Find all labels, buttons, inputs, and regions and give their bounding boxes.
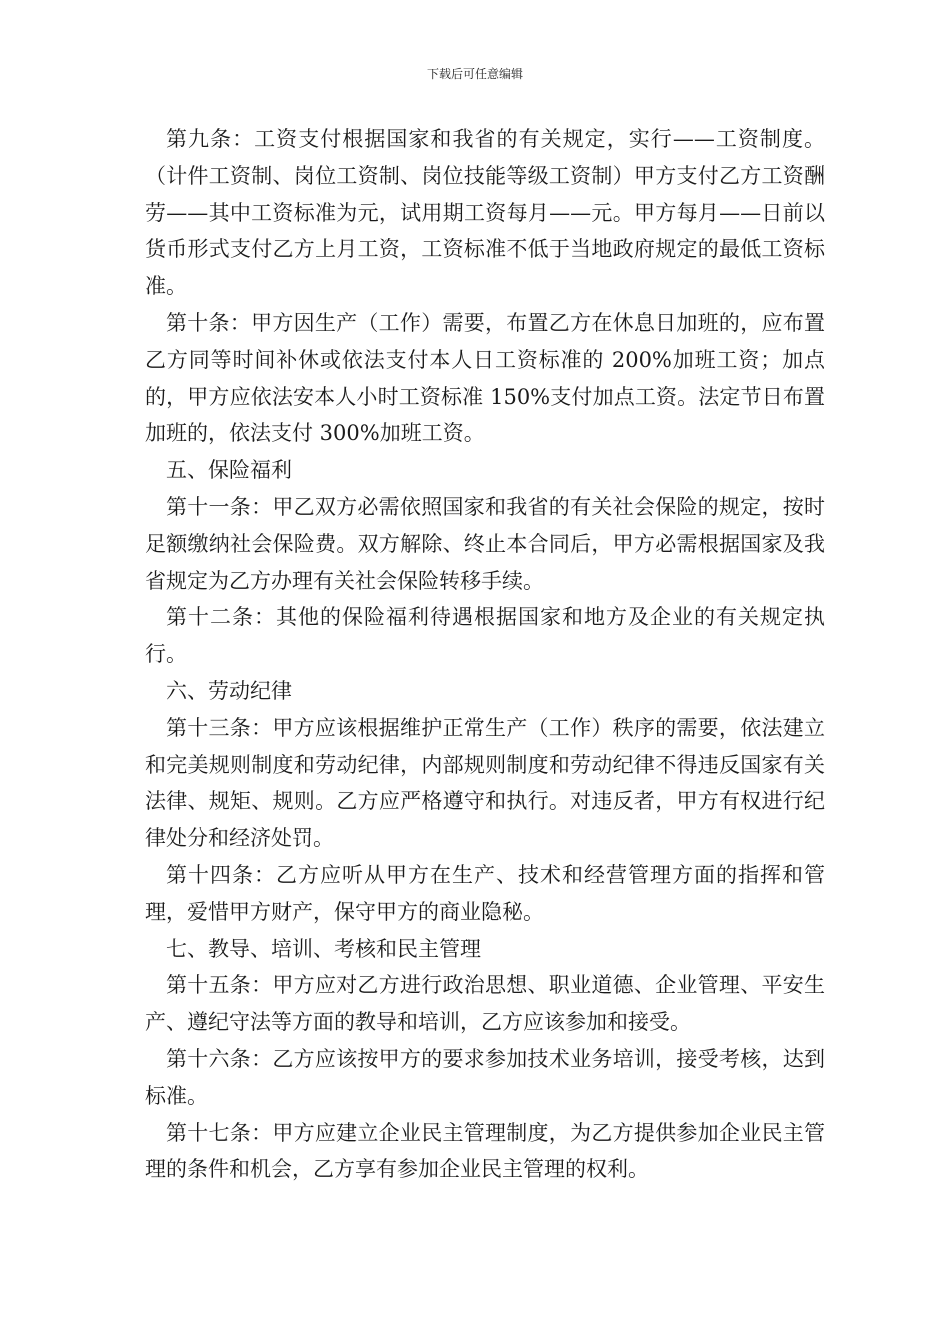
- section-heading-discipline: 六、劳动纪律: [166, 678, 292, 703]
- clause-11-paragraph: 第十一条：甲乙双方必需依照国家和我省的有关社会保险的规定，按时足额缴纳社会保险费。双方解除、终止本合同后，甲方必需根据国家及我省规定为乙方办理有关社会保险转移手续。: [145, 494, 825, 593]
- clause-16-paragraph: 第十六条：乙方应该按甲方的要求参加技术业务培训，接受考核，达到标准。: [145, 1046, 825, 1108]
- section-heading-insurance: 五、保险福利: [166, 458, 292, 483]
- clause-9-paragraph: 第九条：工资支付根据国家和我省的有关规定，实行——工资制度。（计件工资制、岗位工资制、岗位技能等级工资制）甲方支付乙方工资酬劳——其中工资标准为元，试用期工资每月——元。甲方每月——日前以货币形式支付乙方上月工资，工资标准不低于当地政府规定的最低工资标准。: [145, 127, 825, 299]
- clause-15-paragraph: 第十五条：甲方应对乙方进行政治思想、职业道德、企业管理、平安生产、遵纪守法等方面的教导和培训，乙方应该参加和接受。: [145, 973, 825, 1035]
- clause-12-paragraph: 第十二条：其他的保险福利待遇根据国家和地方及企业的有关规定执行。: [145, 605, 825, 667]
- clause-17-paragraph: 第十七条：甲方应建立企业民主管理制度，为乙方提供参加企业民主管理的条件和机会，乙方享有参加企业民主管理的权利。: [145, 1120, 825, 1182]
- clause-14-paragraph: 第十四条：乙方应听从甲方在生产、技术和经营管理方面的指挥和管理，爱惜甲方财产，保守甲方的商业隐秘。: [145, 862, 825, 924]
- clause-13-paragraph: 第十三条：甲方应该根据维护正常生产（工作）秩序的需要，依法建立和完美规则制度和劳动纪律，内部规则制度和劳动纪律不得违反国家有关法律、规矩、规则。乙方应严格遵守和执行。对违反者，甲方有权进行纪律处分和经济处罚。: [145, 715, 825, 851]
- clause-10-paragraph: 第十条：甲方因生产（工作）需要，布置乙方在休息日加班的，应布置乙方同等时间补休或依法支付本人日工资标准的 200%加班工资；加点的，甲方应依法安本人小时工资标准 150%支付加点工资。法定节日布置加班的，依法支付 300%加班工资。: [145, 310, 825, 446]
- document-body: [145, 121, 825, 1188]
- page-header: 下载后可任意编辑: [426, 67, 523, 81]
- section-heading-training: 七、教导、培训、考核和民主管理: [166, 936, 481, 961]
